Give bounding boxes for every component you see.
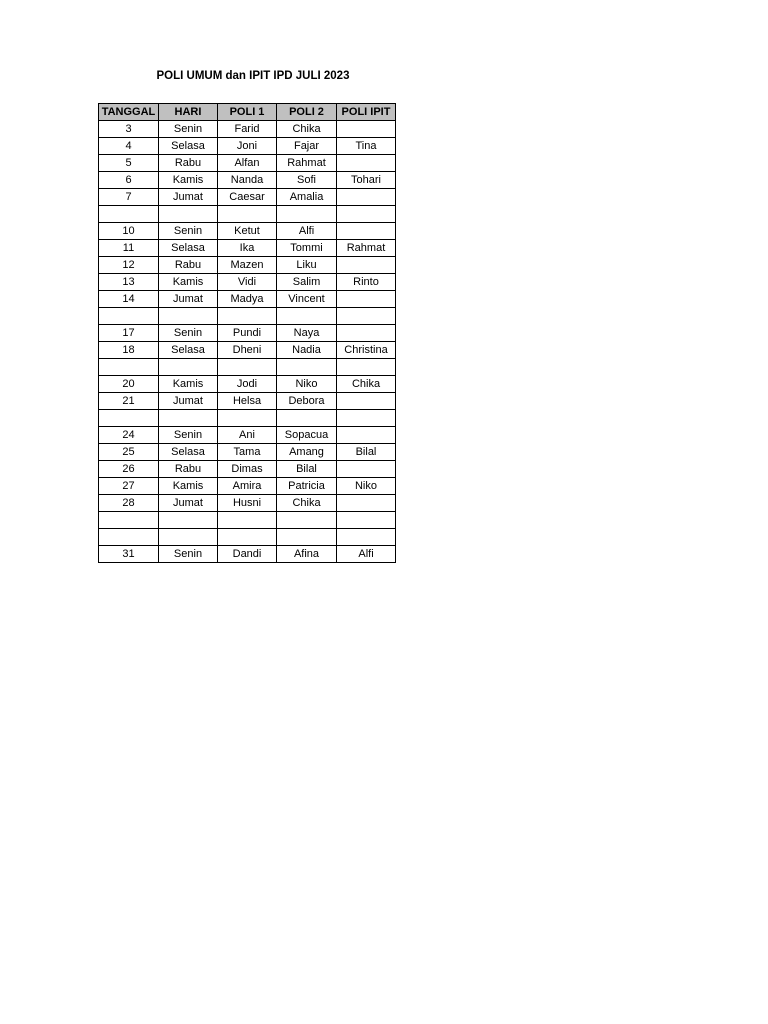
cell-hari: Kamis <box>159 274 218 291</box>
cell-hari: Rabu <box>159 257 218 274</box>
table-row <box>99 240 396 257</box>
cell-tanggal: 14 <box>99 291 159 308</box>
cell-poli-ipit <box>337 495 396 512</box>
cell-poli-1: Amira <box>218 478 277 495</box>
cell-poli-ipit <box>337 393 396 410</box>
cell-poli-ipit: Alfi <box>337 546 396 563</box>
cell-tanggal: 28 <box>99 495 159 512</box>
blank-row <box>99 529 396 546</box>
cell-poli-ipit <box>337 410 396 427</box>
cell-poli-ipit <box>337 291 396 308</box>
cell-tanggal: 3 <box>99 121 159 138</box>
cell-hari: Senin <box>159 325 218 342</box>
cell-poli-ipit <box>337 223 396 240</box>
cell-tanggal: 13 <box>99 274 159 291</box>
blank-row <box>99 410 396 427</box>
cell-poli-ipit: Rahmat <box>337 240 396 257</box>
cell-poli-1: Tama <box>218 444 277 461</box>
header-tanggal: TANGGAL <box>99 104 159 121</box>
cell-tanggal <box>99 308 159 325</box>
cell-poli-2: Tommi <box>277 240 337 257</box>
cell-hari: Senin <box>159 223 218 240</box>
cell-poli-2: Sopacua <box>277 427 337 444</box>
table-body <box>99 121 396 563</box>
table-row <box>99 342 396 359</box>
cell-poli-2 <box>277 529 337 546</box>
cell-tanggal <box>99 410 159 427</box>
cell-hari: Selasa <box>159 138 218 155</box>
cell-poli-1: Ani <box>218 427 277 444</box>
cell-poli-2: Amang <box>277 444 337 461</box>
cell-poli-ipit: Tina <box>337 138 396 155</box>
cell-poli-ipit <box>337 359 396 376</box>
cell-hari: Kamis <box>159 376 218 393</box>
document-title: POLI UMUM dan IPIT IPD JULI 2023 <box>156 70 350 82</box>
cell-poli-2: Debora <box>277 393 337 410</box>
cell-poli-ipit <box>337 512 396 529</box>
blank-row <box>99 512 396 529</box>
cell-poli-ipit <box>337 308 396 325</box>
cell-tanggal: 10 <box>99 223 159 240</box>
cell-poli-2: Afina <box>277 546 337 563</box>
cell-poli-1: Alfan <box>218 155 277 172</box>
cell-hari: Senin <box>159 121 218 138</box>
table-header <box>99 104 396 121</box>
cell-poli-2: Alfi <box>277 223 337 240</box>
cell-poli-ipit: Bilal <box>337 444 396 461</box>
blank-row <box>99 206 396 223</box>
cell-hari: Senin <box>159 427 218 444</box>
cell-poli-1: Helsa <box>218 393 277 410</box>
cell-poli-ipit <box>337 155 396 172</box>
cell-tanggal: 26 <box>99 461 159 478</box>
cell-hari: Jumat <box>159 189 218 206</box>
cell-poli-2 <box>277 308 337 325</box>
cell-poli-2: Amalia <box>277 189 337 206</box>
header-poli-1: POLI 1 <box>218 104 277 121</box>
table-row <box>99 546 396 563</box>
cell-poli-1: Mazen <box>218 257 277 274</box>
cell-poli-ipit <box>337 461 396 478</box>
cell-hari <box>159 529 218 546</box>
cell-poli-1: Dimas <box>218 461 277 478</box>
cell-poli-ipit: Tohari <box>337 172 396 189</box>
cell-poli-ipit <box>337 189 396 206</box>
table-row <box>99 325 396 342</box>
cell-tanggal: 20 <box>99 376 159 393</box>
cell-hari: Kamis <box>159 172 218 189</box>
cell-poli-1: Farid <box>218 121 277 138</box>
cell-poli-1: Joni <box>218 138 277 155</box>
cell-poli-1: Nanda <box>218 172 277 189</box>
cell-hari: Senin <box>159 546 218 563</box>
cell-hari <box>159 359 218 376</box>
cell-hari <box>159 308 218 325</box>
cell-poli-2: Liku <box>277 257 337 274</box>
cell-poli-2: Naya <box>277 325 337 342</box>
cell-tanggal: 21 <box>99 393 159 410</box>
cell-tanggal <box>99 529 159 546</box>
cell-tanggal <box>99 359 159 376</box>
cell-poli-1 <box>218 308 277 325</box>
cell-hari <box>159 512 218 529</box>
cell-poli-1: Dandi <box>218 546 277 563</box>
cell-poli-1: Ika <box>218 240 277 257</box>
cell-hari: Rabu <box>159 155 218 172</box>
cell-tanggal: 25 <box>99 444 159 461</box>
cell-hari: Kamis <box>159 478 218 495</box>
cell-poli-1 <box>218 206 277 223</box>
table-row <box>99 223 396 240</box>
cell-poli-ipit: Niko <box>337 478 396 495</box>
header-poli-2: POLI 2 <box>277 104 337 121</box>
cell-tanggal: 6 <box>99 172 159 189</box>
header-poli-ipit: POLI IPIT <box>337 104 396 121</box>
cell-poli-2 <box>277 512 337 529</box>
cell-poli-2 <box>277 206 337 223</box>
table-row <box>99 291 396 308</box>
cell-tanggal: 31 <box>99 546 159 563</box>
cell-hari <box>159 410 218 427</box>
cell-poli-1 <box>218 410 277 427</box>
table-row <box>99 495 396 512</box>
cell-tanggal: 17 <box>99 325 159 342</box>
cell-poli-ipit: Christina <box>337 342 396 359</box>
cell-poli-2: Patricia <box>277 478 337 495</box>
header-row <box>99 104 396 121</box>
cell-tanggal: 12 <box>99 257 159 274</box>
cell-tanggal: 4 <box>99 138 159 155</box>
cell-tanggal: 24 <box>99 427 159 444</box>
cell-poli-1: Dheni <box>218 342 277 359</box>
cell-poli-1: Ketut <box>218 223 277 240</box>
cell-poli-1 <box>218 512 277 529</box>
blank-row <box>99 359 396 376</box>
table-row <box>99 138 396 155</box>
cell-tanggal <box>99 512 159 529</box>
table-row <box>99 427 396 444</box>
table-row <box>99 478 396 495</box>
cell-poli-ipit <box>337 206 396 223</box>
cell-tanggal: 18 <box>99 342 159 359</box>
cell-poli-ipit <box>337 529 396 546</box>
cell-poli-1: Jodi <box>218 376 277 393</box>
cell-poli-1 <box>218 529 277 546</box>
cell-poli-1 <box>218 359 277 376</box>
cell-hari: Selasa <box>159 342 218 359</box>
cell-poli-1: Vidi <box>218 274 277 291</box>
table-row <box>99 257 396 274</box>
cell-poli-ipit <box>337 427 396 444</box>
cell-poli-2: Bilal <box>277 461 337 478</box>
table-row <box>99 274 396 291</box>
table-row <box>99 376 396 393</box>
cell-poli-2: Chika <box>277 121 337 138</box>
cell-tanggal: 7 <box>99 189 159 206</box>
cell-poli-2 <box>277 410 337 427</box>
cell-hari: Jumat <box>159 291 218 308</box>
table-row <box>99 444 396 461</box>
cell-poli-1: Caesar <box>218 189 277 206</box>
cell-poli-2: Chika <box>277 495 337 512</box>
cell-poli-2: Rahmat <box>277 155 337 172</box>
schedule-table <box>98 103 396 563</box>
cell-poli-2: Nadia <box>277 342 337 359</box>
header-hari: HARI <box>159 104 218 121</box>
cell-poli-ipit: Rinto <box>337 274 396 291</box>
cell-poli-ipit <box>337 257 396 274</box>
table-row <box>99 121 396 138</box>
table-row <box>99 461 396 478</box>
cell-tanggal <box>99 206 159 223</box>
table-row <box>99 155 396 172</box>
cell-poli-ipit <box>337 121 396 138</box>
cell-poli-2: Fajar <box>277 138 337 155</box>
cell-poli-1: Pundi <box>218 325 277 342</box>
cell-hari: Rabu <box>159 461 218 478</box>
cell-poli-2: Salim <box>277 274 337 291</box>
cell-tanggal: 27 <box>99 478 159 495</box>
cell-poli-ipit: Chika <box>337 376 396 393</box>
cell-poli-1: Madya <box>218 291 277 308</box>
cell-hari: Jumat <box>159 393 218 410</box>
cell-hari: Jumat <box>159 495 218 512</box>
cell-tanggal: 11 <box>99 240 159 257</box>
table-row <box>99 393 396 410</box>
table-row <box>99 172 396 189</box>
cell-poli-2: Niko <box>277 376 337 393</box>
cell-poli-1: Husni <box>218 495 277 512</box>
table-row <box>99 189 396 206</box>
cell-poli-2 <box>277 359 337 376</box>
cell-poli-2: Sofi <box>277 172 337 189</box>
cell-hari: Selasa <box>159 240 218 257</box>
cell-poli-ipit <box>337 325 396 342</box>
cell-poli-2: Vincent <box>277 291 337 308</box>
cell-hari <box>159 206 218 223</box>
cell-hari: Selasa <box>159 444 218 461</box>
cell-tanggal: 5 <box>99 155 159 172</box>
blank-row <box>99 308 396 325</box>
